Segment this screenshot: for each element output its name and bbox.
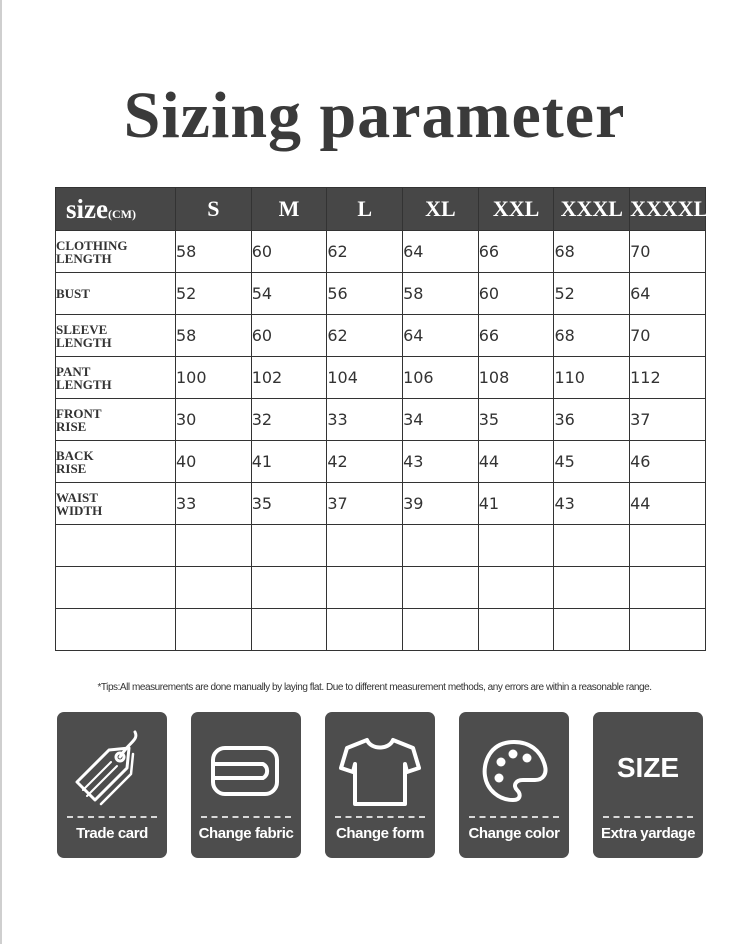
size-icon: SIZE <box>616 752 680 783</box>
table-cell: 52 <box>554 273 630 315</box>
table-cell: 110 <box>554 357 630 399</box>
row-label-line: LENGTH <box>56 376 112 392</box>
table-cell: 42 <box>327 441 403 483</box>
row-label-line: PANT <box>56 363 91 379</box>
table-cell: 62 <box>327 315 403 357</box>
table-cell: 37 <box>630 399 706 441</box>
size-chart-table <box>55 187 709 651</box>
empty-cell <box>251 525 327 567</box>
table-cell: 30 <box>176 399 252 441</box>
card-label: Change form <box>335 825 425 842</box>
card-change-fabric <box>191 712 301 858</box>
row-label-line: WAIST <box>56 489 98 505</box>
empty-cell <box>478 525 554 567</box>
size-column-header: XXXXL <box>630 188 706 231</box>
table-cell: 34 <box>403 399 479 441</box>
table-cell: 104 <box>327 357 403 399</box>
size-column-header: XL <box>403 188 479 231</box>
table-row <box>56 483 706 525</box>
unit-label: (CM) <box>107 206 136 221</box>
table-cell: 66 <box>478 231 554 273</box>
table-cell: 62 <box>327 231 403 273</box>
table-cell: 106 <box>403 357 479 399</box>
card-label: Extra yardage <box>600 825 696 842</box>
tag-icon <box>57 722 167 817</box>
empty-table-row <box>56 609 706 651</box>
row-label-line: FRONT <box>56 405 102 421</box>
empty-cell <box>403 609 479 651</box>
table-cell: 60 <box>251 315 327 357</box>
card-change-color <box>459 712 569 858</box>
card-change-form <box>325 712 435 858</box>
card-label: Trade card <box>76 825 148 842</box>
table-cell: 37 <box>327 483 403 525</box>
size-column-header: S <box>176 188 252 231</box>
table-row <box>56 399 706 441</box>
table-cell: 46 <box>630 441 706 483</box>
table-cell: 60 <box>251 231 327 273</box>
size-header-label: size <box>66 193 108 224</box>
size-column-header: M <box>251 188 327 231</box>
row-label-line: WIDTH <box>56 502 103 518</box>
table-cell: 39 <box>403 483 479 525</box>
row-label-line: BACK <box>56 447 94 463</box>
table-cell: 68 <box>554 315 630 357</box>
table-cell: 36 <box>554 399 630 441</box>
card-divider <box>67 816 157 818</box>
table-cell: 56 <box>327 273 403 315</box>
table-cell: 40 <box>176 441 252 483</box>
empty-cell <box>554 609 630 651</box>
row-label-line: RISE <box>56 418 87 434</box>
card-trade-card <box>57 712 167 858</box>
palette-icon <box>459 722 569 817</box>
table-cell: 45 <box>554 441 630 483</box>
table-cell: 108 <box>478 357 554 399</box>
empty-table-row <box>56 525 706 567</box>
table-cell: 33 <box>327 399 403 441</box>
table-cell: 100 <box>176 357 252 399</box>
table-row <box>56 441 706 483</box>
table-cell: 43 <box>403 441 479 483</box>
empty-cell <box>56 525 176 567</box>
table-cell: 66 <box>478 315 554 357</box>
size-column-header: XXXL <box>554 188 630 231</box>
empty-cell <box>554 567 630 609</box>
table-cell: 44 <box>478 441 554 483</box>
table-cell: 32 <box>251 399 327 441</box>
table-row <box>56 357 706 399</box>
row-label <box>56 357 176 399</box>
table-cell: 60 <box>478 273 554 315</box>
row-label-line: LENGTH <box>56 250 112 266</box>
table-header-row <box>56 188 706 231</box>
row-label-line: CLOTHING <box>56 237 128 253</box>
table-cell: 102 <box>251 357 327 399</box>
empty-cell <box>327 609 403 651</box>
table-cell: 54 <box>251 273 327 315</box>
table-cell: 41 <box>251 441 327 483</box>
table-cell: 33 <box>176 483 252 525</box>
row-label-line: BUST <box>56 286 90 301</box>
table-row <box>56 231 706 273</box>
card-divider <box>469 816 559 818</box>
size-column-header: L <box>327 188 403 231</box>
row-label <box>56 315 176 357</box>
table-cell: 58 <box>176 315 252 357</box>
card-divider <box>201 816 291 818</box>
empty-cell <box>251 567 327 609</box>
empty-cell <box>478 609 554 651</box>
card-label: Change color <box>468 825 560 842</box>
empty-cell <box>403 525 479 567</box>
empty-cell <box>176 609 252 651</box>
size-column-header: XXL <box>478 188 554 231</box>
empty-cell <box>630 609 706 651</box>
card-divider <box>335 816 425 818</box>
table-cell: 41 <box>478 483 554 525</box>
table-cell: 44 <box>630 483 706 525</box>
empty-cell <box>251 609 327 651</box>
empty-cell <box>176 567 252 609</box>
empty-cell <box>56 567 176 609</box>
empty-cell <box>630 525 706 567</box>
table-cell: 58 <box>176 231 252 273</box>
tshirt-icon <box>325 722 435 817</box>
fabric-icon <box>191 722 301 817</box>
empty-cell <box>554 525 630 567</box>
table-cell: 35 <box>478 399 554 441</box>
table-cell: 35 <box>251 483 327 525</box>
row-label <box>56 231 176 273</box>
empty-cell <box>327 525 403 567</box>
card-label: Change fabric <box>198 825 294 842</box>
empty-cell <box>176 525 252 567</box>
table-cell: 68 <box>554 231 630 273</box>
size-header-cell <box>56 188 176 231</box>
table-row <box>56 315 706 357</box>
table-cell: 52 <box>176 273 252 315</box>
empty-table-row <box>56 567 706 609</box>
table-cell: 58 <box>403 273 479 315</box>
table-cell: 70 <box>630 231 706 273</box>
tips-note: *Tips:All measurements are done manually by laying flat. Due to different measurement methods, any errors are within a reasonable range. <box>97 682 652 693</box>
row-label-line: SLEEVE <box>56 321 108 337</box>
empty-cell <box>327 567 403 609</box>
empty-cell <box>478 567 554 609</box>
row-label <box>56 273 176 315</box>
card-divider <box>603 816 693 818</box>
card-extra-yardage <box>593 712 703 858</box>
row-label <box>56 441 176 483</box>
row-label <box>56 483 176 525</box>
table-cell: 112 <box>630 357 706 399</box>
page-title: Sizing parameter <box>123 79 626 152</box>
table-row <box>56 273 706 315</box>
empty-cell <box>56 609 176 651</box>
table-cell: 70 <box>630 315 706 357</box>
row-label-line: LENGTH <box>56 334 112 350</box>
empty-cell <box>630 567 706 609</box>
table-cell: 64 <box>403 231 479 273</box>
empty-cell <box>403 567 479 609</box>
table-cell: 64 <box>630 273 706 315</box>
table-cell: 64 <box>403 315 479 357</box>
row-label <box>56 399 176 441</box>
table-cell: 43 <box>554 483 630 525</box>
row-label-line: RISE <box>56 460 87 476</box>
